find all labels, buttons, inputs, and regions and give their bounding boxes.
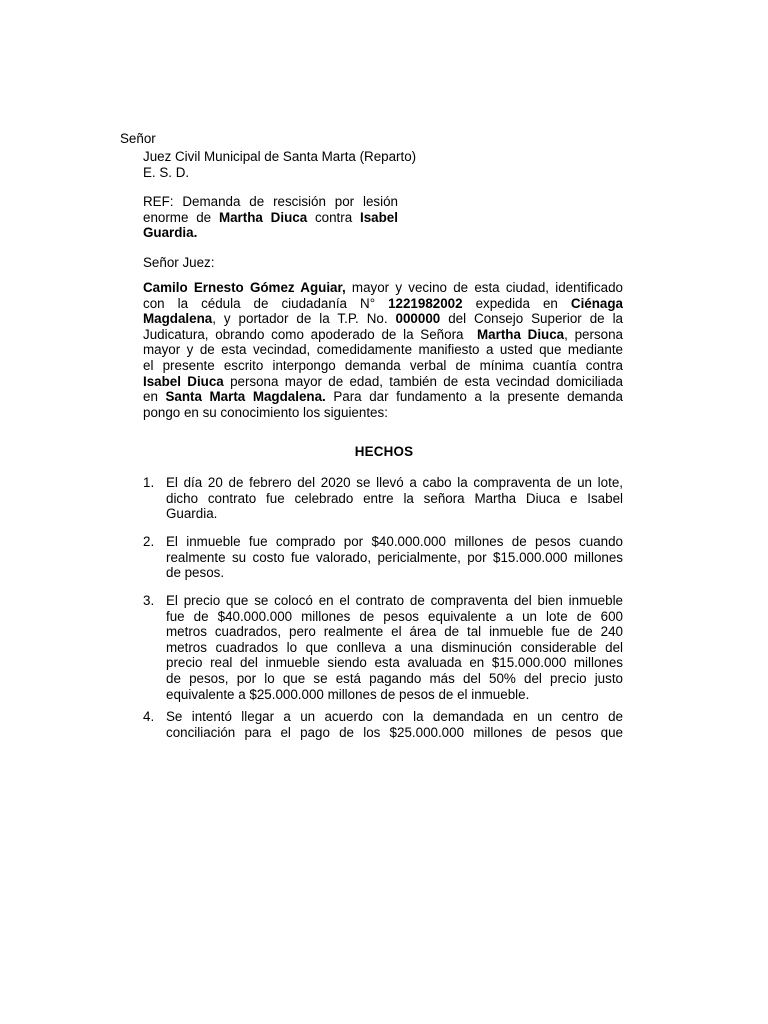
fact-line: equivalente a $25.000.000 millones de pesos de el inmueble. [166,686,530,702]
location-name: Santa Marta Magdalena. [165,389,326,405]
fact-line: metros cuadrados lo que conlleva a una disminución considerable del [166,639,623,655]
fact-body [166,475,623,522]
reference-block [143,194,398,241]
fact-body [166,593,623,702]
intro-text: persona mayor de edad, también de esta vecindad domiciliada [223,373,623,389]
intro-line [143,327,623,343]
intro-line [143,374,623,390]
reference-line-1: REF: Demanda de rescisión por lesión [143,194,398,209]
fact-item-2 [143,534,623,581]
fact-line: El inmueble fue comprado por $40.000.000 millones de pesos cuando [166,534,623,549]
intro-text: expedida en [462,295,571,311]
attorney-name: Camilo Ernesto Gómez Aguiar, [143,280,346,295]
city-name: Ciénaga [570,295,623,311]
fact-number: 1. [143,475,155,490]
intro-text: Judicatura, obrando como apoderado de la Señora [143,326,477,342]
fact-body [166,534,623,581]
fact-line: El precio que se colocó en el contrato de compraventa del bien inmueble [166,593,623,608]
fact-item-4 [143,709,623,741]
ref-text: enorme de [143,209,219,225]
greeting: Señor Juez: [143,255,215,270]
intro-text: , y portador de la T.P. No. [212,311,396,327]
intro-text: Para dar fundamento a la presente demanda [325,389,623,405]
fact-line: precio real del inmueble siendo esta avaluada en $15.000.000 millones [166,655,623,671]
ref-text: contra [307,209,361,225]
intro-line [143,389,623,405]
fact-line: dicho contrato fue celebrado entre la señora Martha Diuca e Isabel [166,490,623,506]
intro-paragraph [143,280,623,420]
intro-text: en [143,389,166,405]
client-name: Martha Diuca [477,326,565,342]
intro-line: el presente escrito interpongo demanda verbal de mínima cuantía contra [143,357,623,373]
intro-text: mayor y vecino de esta ciudad, identificado [345,280,623,295]
fact-line: realmente su costo fue valorado, pericialmente, por $15.000.000 millones [166,549,623,565]
fact-item-1 [143,475,623,522]
tp-number: 000000 [395,311,441,327]
intro-text: del Consejo Superior de la [440,311,623,327]
reference-line-2 [143,210,398,226]
intro-line [143,311,623,327]
addressee-line-2: E. S. D. [143,165,190,180]
intro-line [143,296,623,312]
fact-item-3 [143,593,623,703]
intro-line [143,280,623,296]
reference-line-3 [143,225,398,241]
fact-line: fue de $40.000.000 millones de pesos equivalente a un lote de 600 [166,608,623,624]
fact-line: Guardia. [166,506,218,522]
fact-line: de pesos. [166,565,225,581]
fact-line: Se intentó llegar a un acuerdo con la demandada en un centro de [166,709,623,724]
fact-line: conciliación para el pago de los $25.000.000 millones de pesos que [166,724,623,740]
id-number: 1221982002 [388,295,463,311]
intro-line: mayor y de esta vecindad, comedidamente manifiesto a usted que mediante [143,342,623,358]
fact-line: de pesos, por lo que se está pagando más del 50% del precio justo [166,670,623,686]
facts-heading: HECHOS [354,444,414,459]
plaintiff-name: Martha Diuca [218,209,308,225]
fact-line: El día 20 de febrero del 2020 se llevó a cabo la compraventa de un lote, [166,475,623,490]
fact-number: 3. [143,593,155,608]
city-name: Magdalena [143,311,213,327]
defendant-name: Isabel Diuca [143,373,224,389]
fact-body [166,709,623,740]
intro-line: pongo en su conocimiento los siguientes: [143,404,388,420]
defendant-first-name: Isabel [360,209,398,225]
addressee-line-1: Juez Civil Municipal de Santa Marta (Reparto) [143,149,417,164]
fact-number: 2. [143,534,155,549]
salutation: Señor [120,131,156,146]
fact-number: 4. [143,709,155,724]
intro-text: con la cédula de ciudadanía N° [143,295,389,311]
defendant-last-name: Guardia. [143,225,198,241]
fact-line: metros cuadrados, pero realmente el área de tal inmueble fue de 240 [166,624,623,640]
intro-text: , persona [564,326,623,342]
